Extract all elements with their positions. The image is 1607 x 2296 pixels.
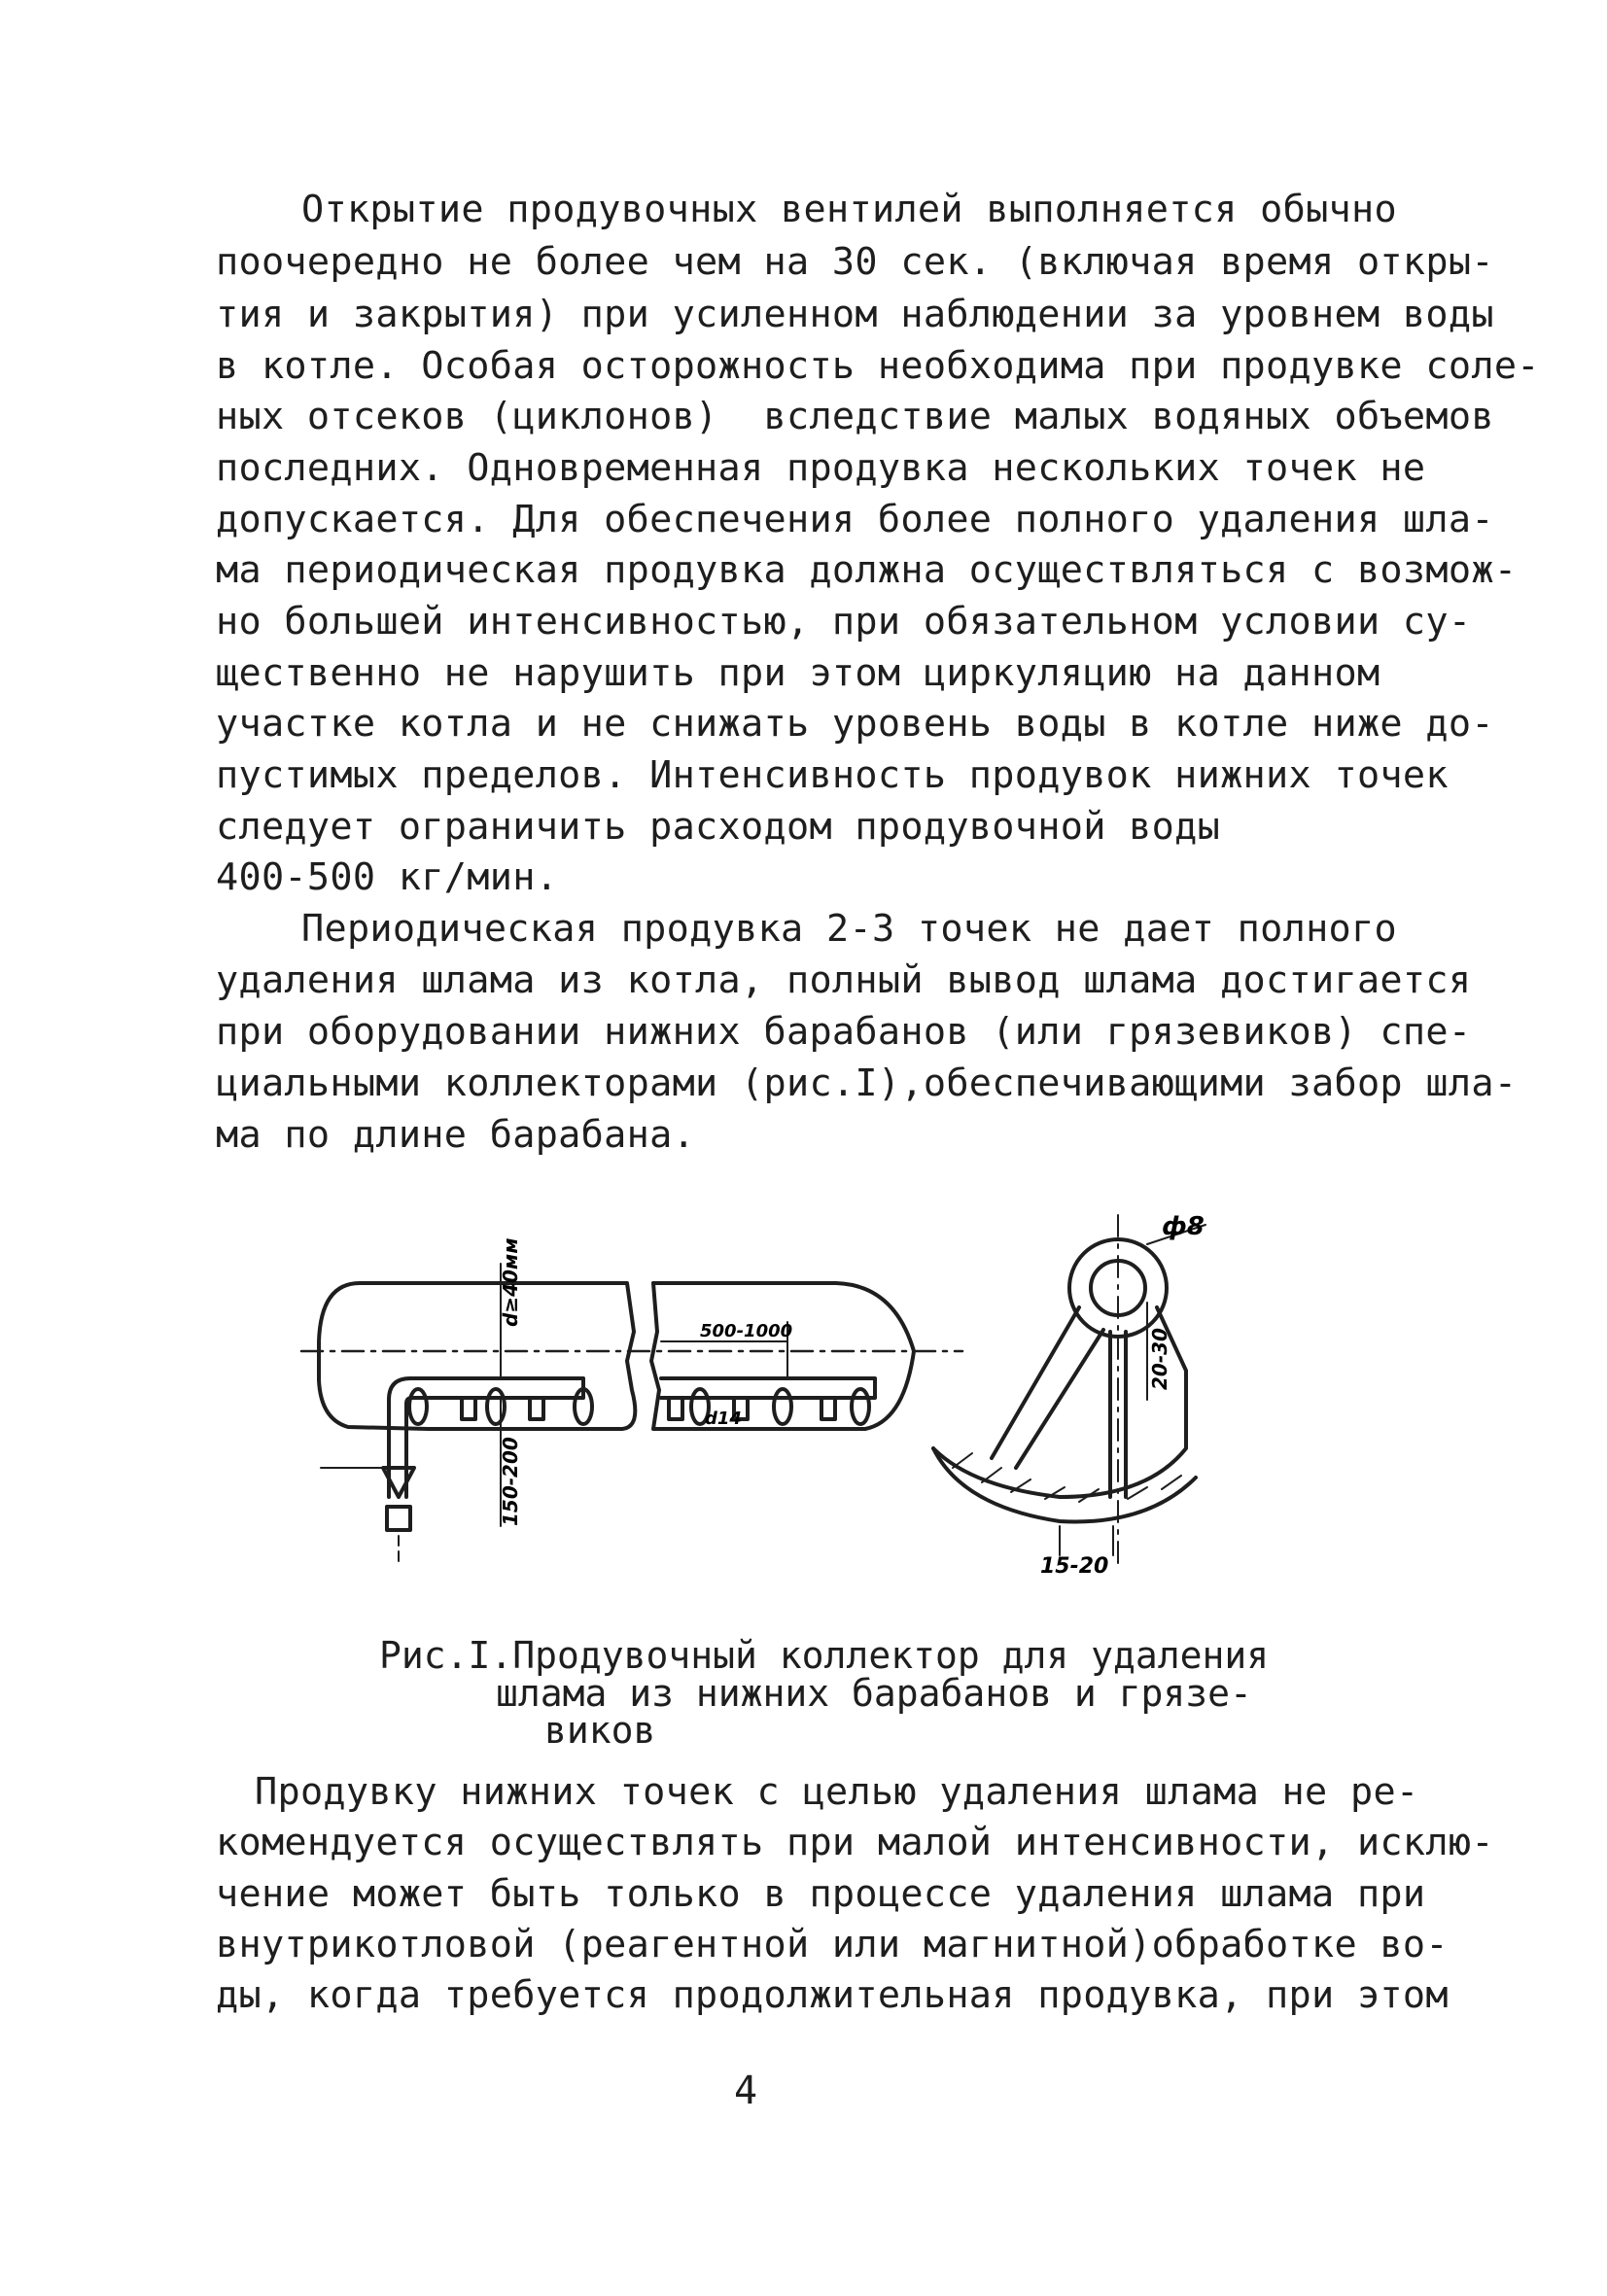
text-line: тия и закрытия) при усиленном наблюдении за уровнем воды bbox=[216, 293, 1494, 336]
dim-label-phi8: ф8 bbox=[1162, 1212, 1205, 1241]
text-line: внутрикотловой (реагентной или магнитной)обработке во- bbox=[216, 1923, 1449, 1966]
text-line: пустимых пределов. Интенсивность продувок нижних точек bbox=[216, 753, 1449, 797]
text-line: допускается. Для обеспечения более полного удаления шла- bbox=[216, 498, 1494, 541]
text-line: ма по длине барабана. bbox=[216, 1113, 696, 1157]
collector-drawing bbox=[292, 1205, 1225, 1575]
text-line: Периодическая продувка 2-3 точек не дает полного bbox=[301, 907, 1397, 951]
dim-label-500-1000: 500-1000 bbox=[700, 1321, 793, 1341]
text-line: участке котла и не снижать уровень воды в котле ниже до- bbox=[216, 702, 1494, 746]
dim-label-20-30: 20-30 bbox=[1148, 1328, 1171, 1390]
text-line: при оборудовании нижних барабанов (или грязевиков) спе- bbox=[216, 1010, 1472, 1054]
text-line: щественно не нарушить при этом циркуляцию на данном bbox=[216, 651, 1380, 695]
caption-line: виков bbox=[544, 1709, 656, 1752]
text-line: следует ограничить расходом продувочной воды bbox=[216, 805, 1221, 849]
text-line: ма периодическая продувка должна осуществляться с возмож- bbox=[216, 548, 1518, 592]
dim-label-d14: d14 bbox=[705, 1409, 742, 1429]
dim-label-15-20: 15-20 bbox=[1040, 1554, 1109, 1575]
blowdown-collector-figure bbox=[292, 1205, 1225, 1579]
text-line: последних. Одновременная продувка нескольких точек не bbox=[216, 446, 1426, 490]
text-line: комендуется осуществлять при малой интенсивности, исклю- bbox=[216, 1821, 1494, 1864]
text-line: ных отсеков (циклонов) вследствие малых водяных объемов bbox=[216, 395, 1494, 438]
text-line: циальными коллекторами (рис.I),обеспечивающими забор шла- bbox=[216, 1061, 1518, 1105]
dim-label-150-200: 150-200 bbox=[499, 1437, 522, 1526]
text-line: 400-500 кг/мин. bbox=[216, 855, 559, 899]
dim-label-d40: d≥40мм bbox=[499, 1237, 522, 1327]
text-line: ды, когда требуется продолжительная продувка, при этом bbox=[216, 1973, 1449, 2017]
page-number: 4 bbox=[734, 2069, 758, 2113]
text-line: поочередно не более чем на 30 сек. (включая время откры- bbox=[216, 240, 1494, 284]
text-line: удаления шлама из котла, полный вывод шлама достигается bbox=[216, 958, 1472, 1002]
text-line: Продувку нижних точек с целью удаления шлама не ре- bbox=[255, 1770, 1419, 1814]
text-line: но большей интенсивностью, при обязательном условии су- bbox=[216, 600, 1472, 644]
caption-line: шлама из нижних барабанов и грязе- bbox=[496, 1672, 1252, 1715]
text-line: чение может быть только в процессе удаления шлама при bbox=[216, 1872, 1426, 1916]
text-line: Открытие продувочных вентилей выполняется обычно bbox=[301, 188, 1397, 231]
collector-pipe-left bbox=[389, 1378, 583, 1497]
caption-line: Рис.I.Продувочный коллектор для удаления bbox=[379, 1634, 1270, 1677]
text-line: в котле. Особая осторожность необходима при продувке соле- bbox=[216, 344, 1540, 388]
